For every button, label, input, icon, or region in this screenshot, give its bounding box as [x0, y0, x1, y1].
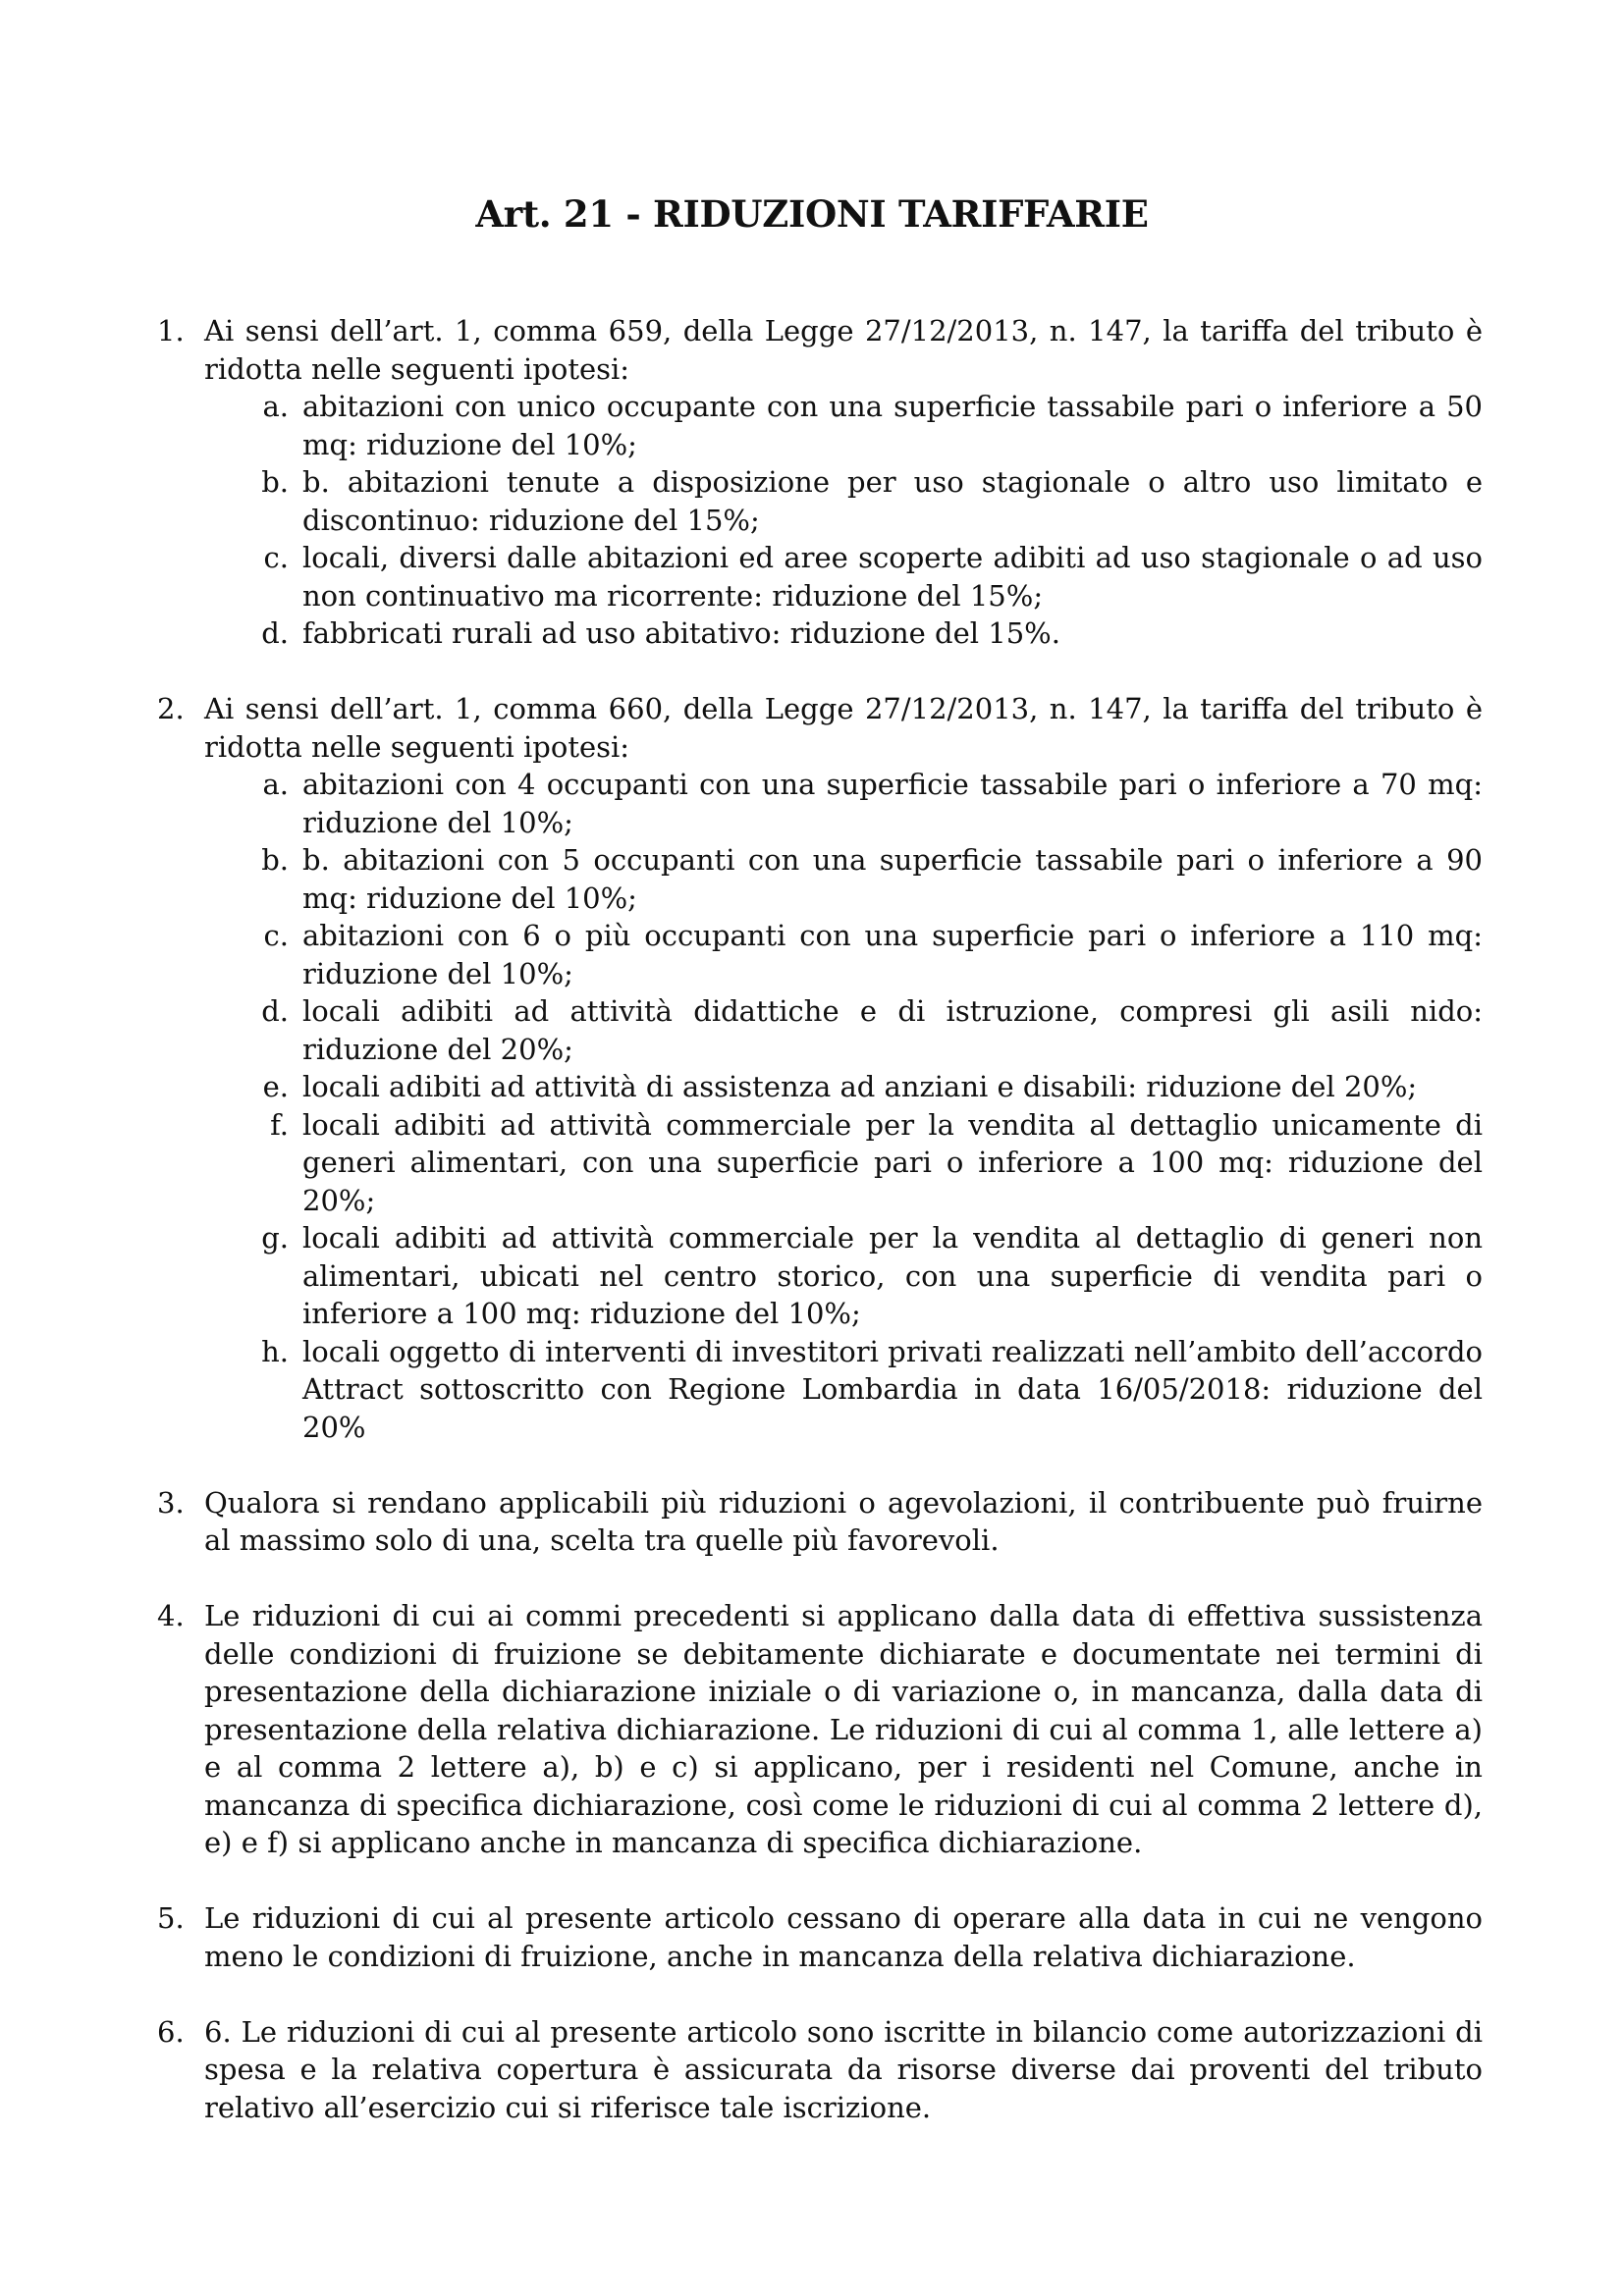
sub-item-text: locali adibiti ad attività di assistenza ad anziani e disabili: riduzione del 20%;	[302, 1070, 1418, 1103]
paragraph-number: 5.	[157, 1901, 185, 1935]
sub-item-letter: d.	[261, 616, 289, 650]
paragraph-4	[157, 1597, 1483, 1862]
sub-item-letter: h.	[261, 1334, 289, 1368]
paragraph-body	[204, 1899, 1483, 1975]
sub-item-text: locali adibiti ad attività commerciale per la vendita al dettaglio unicamente di generi alimentari, con una superficie pari o inferiore a 100 mq: riduzione del 20%;	[302, 1107, 1483, 1217]
paragraph-text: Le riduzioni di cui ai commi precedenti si applicano dalla data di effettiva sussistenza delle condizioni di fruizione se debitamente dichiarate e documentate nei termini di presentazione della dichiarazione iniziale o di variazione o, in mancanza, dalla data di presentazione della relativa dichiarazione. Le riduzioni di cui al comma 1, alle lettere a) e al comma 2 lettere a), b) e c) si applicano, per i residenti nel Comune, anche in mancanza di specifica dichiarazione, così come le riduzioni di cui al comma 2 lettere d), e) e f) si applicano anche in mancanza di specifica dichiarazione.	[204, 1599, 1483, 1859]
sub-item	[204, 539, 1483, 614]
sub-item-letter: a.	[262, 390, 289, 423]
sub-item-letter: c.	[263, 541, 289, 574]
sub-item-letter: e.	[262, 1070, 289, 1103]
paragraph-text: Le riduzioni di cui al presente articolo cessano di operare alla data in cui ne vengono meno le condizioni di fruizione, anche in mancanza della relativa dichiarazione.	[204, 1901, 1483, 1973]
sub-item-text: abitazioni con 4 occupanti con una superficie tassabile pari o inferiore a 70 mq: riduzione del 10%;	[302, 768, 1483, 839]
sub-item	[204, 841, 1483, 917]
sub-item-letter: c.	[263, 919, 289, 952]
sub-item	[204, 614, 1483, 653]
paragraph-number: 3.	[157, 1485, 185, 1520]
sub-item-letter: g.	[261, 1221, 289, 1255]
sub-item-text: abitazioni con 6 o più occupanti con una superficie pari o inferiore a 110 mq: riduzione del 10%;	[302, 919, 1483, 990]
paragraph-number: 4.	[157, 1599, 185, 1632]
sub-item-list	[204, 766, 1483, 1446]
sub-item	[204, 1106, 1483, 1220]
sub-item	[204, 766, 1483, 841]
sub-item	[204, 917, 1483, 992]
paragraph-number: 2.	[157, 692, 185, 725]
sub-item-text: locali adibiti ad attività commerciale per la vendita al dettaglio di generi non alimentari, ubicati nel centro storico, con una superficie di vendita pari o inferiore a 100 mq: riduzione del 10%;	[302, 1221, 1483, 1330]
sub-item	[204, 992, 1483, 1068]
sub-item-text: locali oggetto di interventi di investitori privati realizzati nell’ambito dell’accordo Attract sottoscritto con Regione Lombardia in data 16/05/2018: riduzione del 20%	[302, 1334, 1483, 1444]
sub-item-text: locali, diversi dalle abitazioni ed aree scoperte adibiti ad uso stagionale o ad uso non continuativo ma ricorrente: riduzione del 15%;	[302, 541, 1483, 613]
paragraph-2	[157, 690, 1483, 1446]
sub-item-text: b. abitazioni tenute a disposizione per uso stagionale o altro uso limitato e discontinuo: riduzione del 15%;	[302, 465, 1483, 537]
paragraph-text: Ai sensi dell’art. 1, comma 660, della Legge 27/12/2013, n. 147, la tariffa del tributo è ridotta nelle seguenti ipotesi:	[204, 692, 1483, 764]
sub-item	[204, 388, 1483, 463]
paragraph-6	[157, 2013, 1483, 2127]
paragraph-body	[204, 1597, 1483, 1862]
sub-item-text: locali adibiti ad attività didattiche e di istruzione, compresi gli asili nido: riduzione del 20%;	[302, 994, 1483, 1066]
sub-item-text: b. abitazioni con 5 occupanti con una superficie tassabile pari o inferiore a 90 mq: riduzione del 10%;	[302, 843, 1483, 915]
sub-item	[204, 1068, 1483, 1106]
sub-item-letter: f.	[270, 1107, 289, 1142]
sub-item-letter: a.	[262, 768, 289, 801]
paragraph-number: 1.	[157, 314, 185, 347]
paragraph-text: Qualora si rendano applicabili più riduzioni o agevolazioni, il contribuente può fruirne al massimo solo di una, scelta tra quelle più favorevoli.	[204, 1485, 1483, 1557]
paragraph-3	[157, 1484, 1483, 1560]
sub-item-letter: d.	[261, 994, 289, 1028]
sub-item-list	[204, 388, 1483, 653]
paragraph-body	[204, 2013, 1483, 2127]
paragraph-1	[157, 312, 1483, 653]
paragraph-body	[204, 312, 1483, 653]
paragraph-text: Ai sensi dell’art. 1, comma 659, della Legge 27/12/2013, n. 147, la tariffa del tributo è ridotta nelle seguenti ipotesi:	[204, 314, 1483, 386]
sub-item	[204, 1219, 1483, 1333]
article-body	[157, 312, 1483, 2164]
sub-item-letter: b.	[261, 465, 289, 499]
sub-item-text: abitazioni con unico occupante con una superficie tassabile pari o inferiore a 50 mq: riduzione del 10%;	[302, 390, 1483, 461]
paragraph-5	[157, 1899, 1483, 1975]
paragraph-number: 6.	[157, 2014, 185, 2049]
sub-item-text: fabbricati rurali ad uso abitativo: riduzione del 15%.	[302, 616, 1060, 650]
sub-item-letter: b.	[261, 843, 289, 877]
paragraph-body	[204, 1484, 1483, 1560]
sub-item	[204, 1333, 1483, 1447]
paragraph-text: 6. Le riduzioni di cui al presente articolo sono iscritte in bilancio come autorizzazioni di spesa e la relativa copertura è assicurata da risorse diverse dai proventi del tributo relativo all’esercizio cui si riferisce tale iscrizione.	[204, 2014, 1483, 2124]
sub-item	[204, 463, 1483, 539]
article-title: Art. 21 - RIDUZIONI TARIFFARIE	[475, 192, 1149, 236]
paragraph-body	[204, 690, 1483, 1446]
